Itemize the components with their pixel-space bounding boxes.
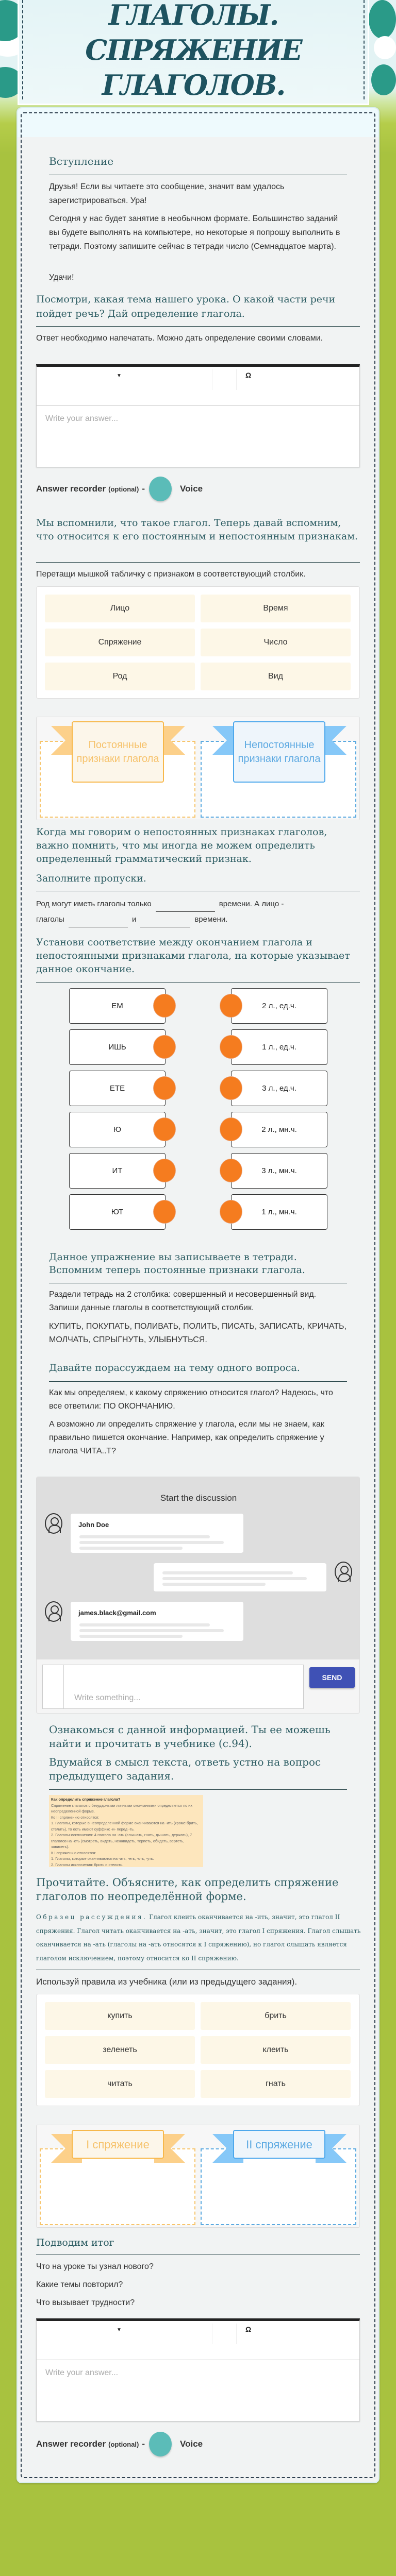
editor-toolbar: [37, 2321, 359, 2360]
intro-paragraph: Сегодня у нас будет занятие в необычном формате. Большинство заданий вы будете выполнять на компьютере, но некоторые я попрошу выполнить в тетради. Поэтому запишите сейчас в тетради число (Семнадцатое марта).: [49, 214, 340, 251]
rule-info-subheading: Вдумайся в смысл текста, ответь устно на вопрос предыдущего задания.: [49, 1756, 321, 1782]
match-connector-dot[interactable]: [153, 1200, 176, 1224]
header-banner: [18, 0, 369, 105]
fill-gaps-subheading: Заполните пропуски.: [36, 873, 146, 884]
text-part: времени. А лицо -: [219, 900, 284, 908]
match-connector-dot[interactable]: [220, 994, 242, 1018]
record-button[interactable]: [149, 2432, 172, 2456]
match-feature[interactable]: 2 л., мн.ч.: [231, 1112, 327, 1147]
draggable-item[interactable]: гнать: [201, 2070, 351, 2098]
category-drop-area: [36, 2125, 360, 2228]
comment-bubble: [71, 1514, 243, 1553]
draggable-item[interactable]: зеленеть: [45, 2036, 195, 2064]
match-connector-dot[interactable]: [220, 1117, 242, 1141]
format-dropdown-caret-icon[interactable]: ▼: [117, 373, 122, 379]
fill-gaps-text: [36, 896, 361, 927]
conjugation-instruction: Используй правила из учебника (или из предыдущего задания).: [36, 1977, 298, 1987]
summary-question: Что на уроке ты узнал нового?: [36, 2262, 154, 2271]
match-connector-dot[interactable]: [153, 1076, 176, 1100]
rule-line: Спряжение глаголов с безударными личными окончаниями определяется по их неопределённой форме.: [51, 1803, 193, 1814]
user-avatar-icon: [45, 1601, 62, 1622]
notebook-heading: Данное упражнение вы записываете в тетради. Вспомним теперь постоянные признаки глагола.: [49, 1251, 305, 1276]
answer-recorder: [36, 478, 203, 500]
divider: [36, 982, 360, 983]
features-instruction: Перетащи мышкой табличку с признаком в соответствующий столбик.: [36, 570, 306, 579]
sample-reasoning: [36, 1910, 361, 1965]
send-button[interactable]: SEND: [309, 1667, 355, 1688]
summary-heading: Подводим итог: [36, 2237, 114, 2248]
rule-line: 1. Глаголы, которые оканчиваются на -ать, -еть, -оть, -уть.: [51, 1856, 154, 1861]
sample-label: Образец рассуждения.: [36, 1913, 147, 1921]
gap-input[interactable]: [69, 917, 128, 927]
comment-bubble: [154, 1563, 326, 1591]
draggable-items-pool: [36, 586, 360, 699]
intro-paragraph: Друзья! Если вы читаете это сообщение, значит вам удалось зарегистрироваться. Ура!: [49, 182, 285, 205]
gap-input[interactable]: [140, 917, 190, 927]
rule-line: 1. Глаголы, которые в неопределённой форме оканчиваются на -ить (кроме брить, стелить), то есть имеют суффикс -и- перед -ть.: [51, 1821, 198, 1832]
divider: [49, 1789, 347, 1790]
recorder-optional: (optional): [108, 485, 139, 493]
definition-instruction: Ответ необходимо напечатать. Можно дать определение своими словами.: [36, 334, 323, 343]
conjugation-heading: Прочитайте. Объясните, как определить спряжение глаголов по неопределённой форме.: [36, 1876, 339, 1903]
discussion-paragraph: Как мы определяем, к какому спряжению относится глагол? Надеюсь, что все ответили: ПО ОКОНЧАНИЮ.: [49, 1388, 333, 1411]
match-feature[interactable]: 1 л., ед.ч.: [231, 1029, 327, 1065]
recorder-dash: -: [142, 484, 145, 494]
intro-paragraph: Удачи!: [49, 273, 74, 282]
category-label-variable: Непостоянные признаки глагола: [233, 721, 325, 783]
matching-heading: Установи соответствие между окончанием глагола и непостоянными признаками глагола, на которые указывает данное окончание.: [36, 937, 350, 975]
divider: [36, 326, 360, 327]
fill-gaps-heading: Когда мы говорим о непостоянных признаках глаголов, важно помнить, что мы иногда не можем определить определенный грамматический признак.: [36, 826, 327, 865]
match-connector-dot[interactable]: [220, 1200, 242, 1224]
discussion-board: [36, 1477, 360, 1714]
draggable-item[interactable]: Число: [201, 629, 351, 656]
match-connector-dot[interactable]: [153, 1117, 176, 1141]
comment-bubble: [71, 1602, 243, 1641]
discussion-paragraph: А возможно ли определить спряжение у глагола, если мы не знаем, как правильно пишется окончание. Например, как определить спряжение у глагола ЧИТА..Т?: [49, 1420, 324, 1455]
recorder-optional: (optional): [108, 2440, 139, 2448]
draggable-item[interactable]: брить: [201, 2002, 351, 2030]
match-feature[interactable]: 3 л., ед.ч.: [231, 1071, 327, 1106]
draggable-item[interactable]: Спряжение: [45, 629, 195, 656]
features-heading: Мы вспомнили, что такое глагол. Теперь давай вспомним, что относится к его постоянным и непостоянным признакам.: [36, 517, 358, 542]
divider: [49, 1381, 347, 1382]
divider: [36, 562, 360, 563]
draggable-item[interactable]: Вид: [201, 663, 351, 690]
category-label-first: I спряжение: [72, 2130, 164, 2159]
answer-recorder: [36, 2433, 203, 2455]
recorder-voice-label: Voice: [180, 484, 203, 494]
title-line: ГЛАГОЛОВ.: [102, 69, 285, 101]
text-part: Род могут иметь глаголы только: [36, 900, 152, 908]
category-label-second: II спряжение: [233, 2130, 325, 2159]
match-ending[interactable]: ИШЬ: [69, 1029, 166, 1065]
answer-editor: [36, 2318, 360, 2421]
discussion-title: Start the discussion: [160, 1493, 237, 1503]
match-feature[interactable]: 2 л., ед.ч.: [231, 988, 327, 1024]
match-ending[interactable]: Ю: [69, 1112, 166, 1147]
recorder-label: Answer recorder: [36, 2439, 106, 2449]
match-feature[interactable]: 3 л., мн.ч.: [231, 1153, 327, 1189]
tree: [369, 0, 396, 39]
notebook-words: КУПИТЬ, ПОКУПАТЬ, ПОЛИВАТЬ, ПОЛИТЬ, ПИСАТЬ, ЗАПИСАТЬ, КРИЧАТЬ, МОЛЧАТЬ, СПРЫГНУТЬ, УЛЫБНУТЬСЯ.: [49, 1322, 346, 1344]
match-ending[interactable]: ИТ: [69, 1153, 166, 1189]
rule-line: К I спряжению относятся:: [51, 1850, 96, 1855]
title-line: СПРЯЖЕНИЕ: [85, 33, 302, 66]
category-drop-area: [36, 717, 360, 820]
rule-line: 2. Глаголы-исключения: 4 глагола на -ать (слышать, гнать, дышать, держать), 7 глаголов на -еть (смотреть, видеть, ненавидеть, терпеть, обидеть, вертеть, зависеть).: [51, 1833, 192, 1849]
comment-author: John Doe: [78, 1521, 109, 1529]
rule-line: Как определить спряжение глагола?: [51, 1797, 121, 1802]
recorder-voice-label: Voice: [180, 2439, 203, 2449]
match-connector-dot[interactable]: [220, 1159, 242, 1182]
match-ending[interactable]: ЮТ: [69, 1194, 166, 1230]
recorder-label: Answer recorder: [36, 484, 106, 494]
answer-editor: [36, 364, 360, 467]
answer-input[interactable]: Write your answer...: [45, 2368, 119, 2377]
draggable-item[interactable]: Лицо: [45, 595, 195, 622]
intro-heading: Вступление: [49, 155, 114, 167]
match-connector-dot[interactable]: [153, 1035, 176, 1059]
comment-input-placeholder: Write something...: [74, 1693, 141, 1702]
textbook-rule-image: [49, 1795, 203, 1867]
rule-line: Ко II спряжению относятся:: [51, 1815, 100, 1820]
format-dropdown-caret-icon[interactable]: ▼: [117, 2327, 122, 2333]
cloud: [374, 36, 396, 59]
sample-text: Глагол клеить оканчивается на -ить, значит, это глагол II спряжения. Глагол читать оканчивается на -ать, значит, это глагол I спряжения. Глагол слышать оканчивается на -ать (глаголы на -ать относятся к I спряжению), но глагол слышать является глаголом исключением, поэтому относится ко II спряжению.: [36, 1913, 361, 1962]
comment-input[interactable]: [42, 1665, 304, 1709]
user-avatar-icon: [335, 1562, 352, 1582]
comment-author: james.black@gmail.com: [78, 1609, 156, 1617]
notebook-instruction: Раздели тетрадь на 2 столбика: совершенный и несовершенный вид. Запиши данные глаголы в соответствующий столбик.: [49, 1290, 317, 1312]
category-label-constant: Постоянные признаки глагола: [72, 721, 164, 783]
text-part: времени.: [194, 915, 228, 924]
match-ending[interactable]: ЕТЕ: [69, 1071, 166, 1106]
record-button[interactable]: [149, 477, 172, 501]
tree: [371, 64, 396, 95]
summary-question: Какие темы повторил?: [36, 2280, 123, 2289]
editor-toolbar: [37, 367, 359, 406]
match-feature[interactable]: 1 л., мн.ч.: [231, 1194, 327, 1230]
definition-heading: Посмотри, какая тема нашего урока. О какой части речи пойдет речь? Дай определение глагола.: [36, 294, 336, 319]
match-connector-dot[interactable]: [153, 994, 176, 1018]
draggable-items-pool: [36, 1994, 360, 2106]
summary-question: Что вызывает трудности?: [36, 2298, 135, 2307]
text-part: глаголы: [36, 915, 64, 924]
draggable-item[interactable]: Род: [45, 663, 195, 690]
gap-input[interactable]: [156, 902, 215, 912]
match-connector-dot[interactable]: [220, 1035, 242, 1059]
special-character-button[interactable]: Ω: [245, 2325, 252, 2333]
rule-info-heading: Ознакомься с данной информацией. Ты ее можешь найти и прочитать в учебнике (с.94).: [49, 1723, 331, 1750]
discussion-heading: Давайте порассуждаем на тему одного вопроса.: [49, 1362, 300, 1374]
answer-input[interactable]: Write your answer...: [45, 414, 119, 423]
match-connector-dot[interactable]: [220, 1076, 242, 1100]
recorder-dash: -: [142, 2439, 145, 2449]
user-avatar-icon: [45, 1513, 62, 1534]
title-line: ГЛАГОЛЫ.: [108, 0, 278, 31]
draggable-item[interactable]: клеить: [201, 2036, 351, 2064]
draggable-item[interactable]: купить: [45, 2002, 195, 2030]
text-part: и: [131, 915, 137, 924]
match-connector-dot[interactable]: [153, 1159, 176, 1182]
draggable-item[interactable]: Время: [201, 595, 351, 622]
match-ending[interactable]: ЕМ: [69, 988, 166, 1024]
special-character-button[interactable]: Ω: [245, 371, 252, 379]
draggable-item[interactable]: читать: [45, 2070, 195, 2098]
rule-line: 2. Глаголы исключения: брить и стелить.: [51, 1862, 124, 1867]
